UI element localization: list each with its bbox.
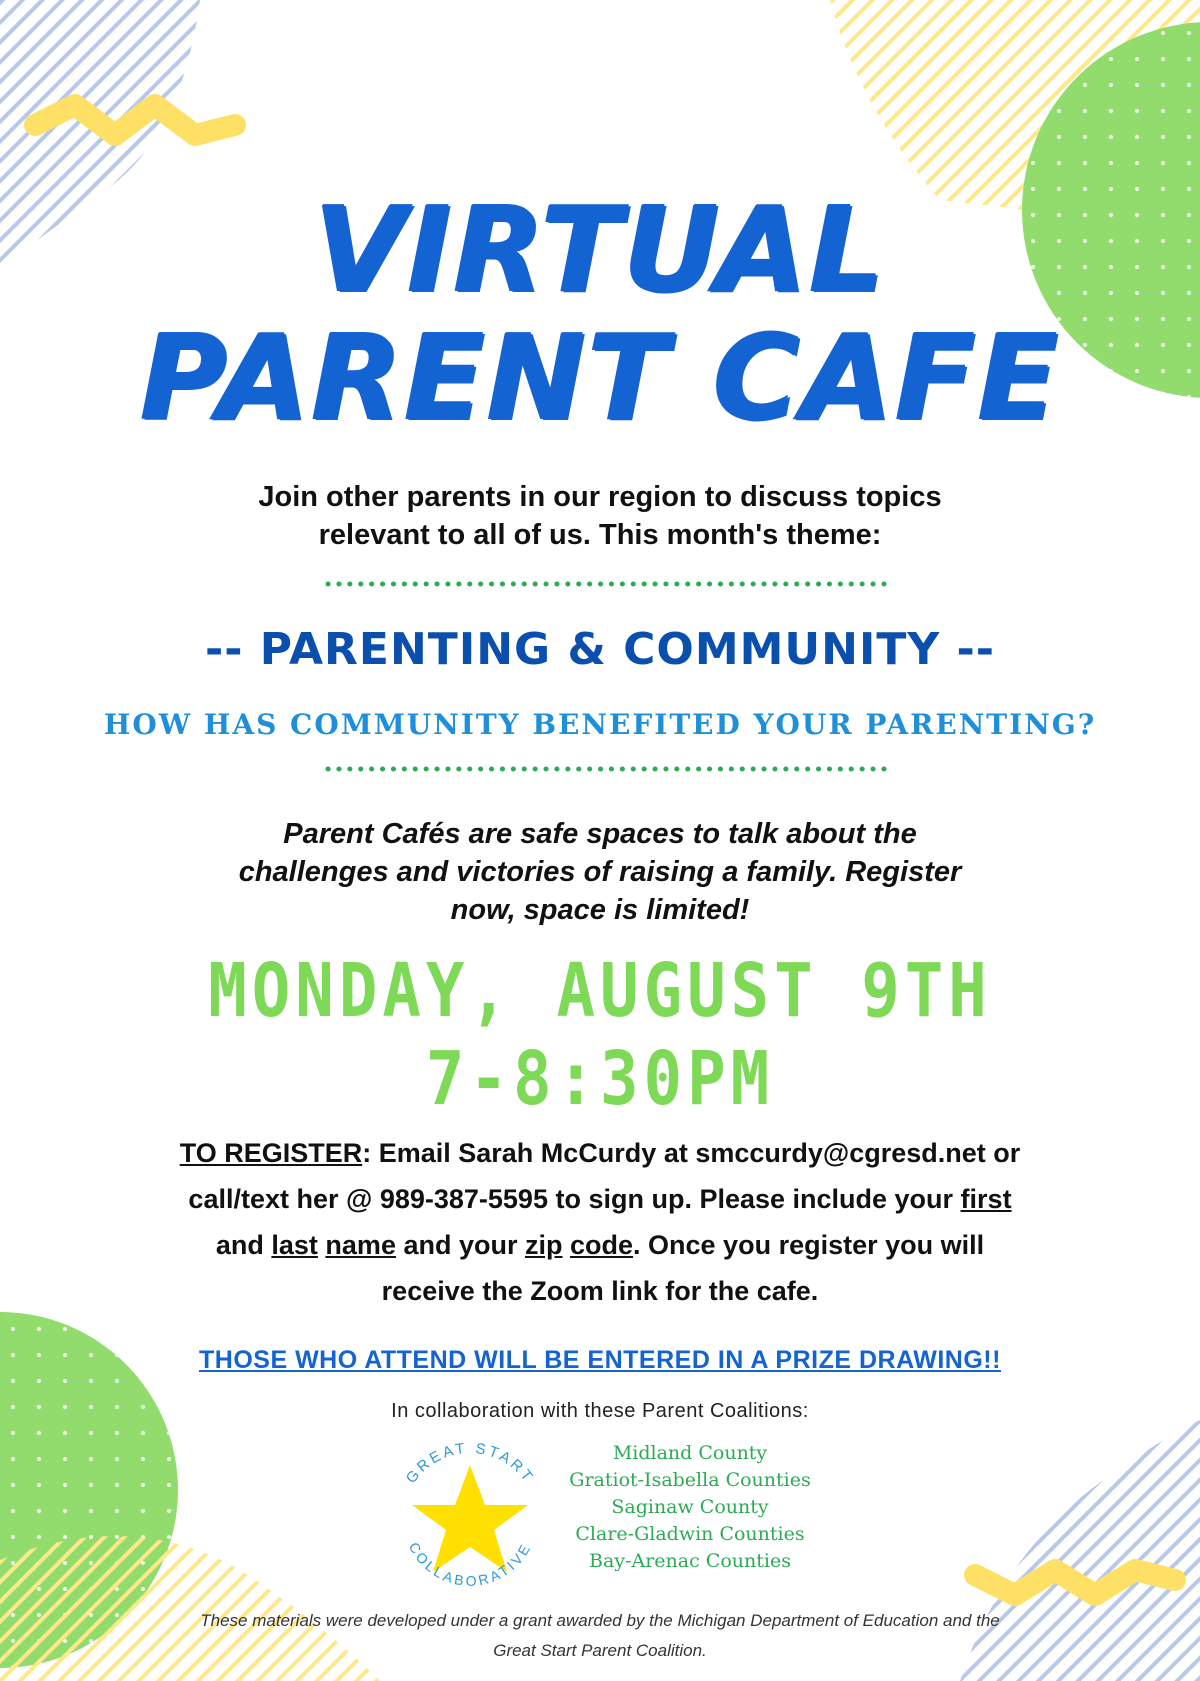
register-text-6: receive the Zoom link for the cafe. bbox=[381, 1276, 819, 1306]
title-line-1: VIRTUAL bbox=[313, 180, 887, 318]
description-line-1: Parent Cafés are safe spaces to talk about the bbox=[283, 818, 917, 850]
coalition-county-list bbox=[560, 1440, 820, 1575]
register-text-4: and your bbox=[395, 1230, 525, 1260]
county-item: Gratiot-Isabella Counties bbox=[569, 1469, 811, 1491]
intro-line-1: Join other parents in our region to discuss topics bbox=[258, 481, 942, 513]
svg-text:GREAT START: GREAT START bbox=[402, 1439, 538, 1487]
dotted-divider-bottom bbox=[324, 765, 890, 773]
register-label: TO REGISTER bbox=[179, 1138, 363, 1168]
grant-footer bbox=[0, 1606, 1200, 1666]
event-time: 7-8:30PM bbox=[425, 1037, 775, 1123]
register-text-3: and bbox=[215, 1230, 272, 1260]
zigzag-top-left bbox=[20, 85, 260, 155]
zigzag-bottom-right bbox=[960, 1545, 1200, 1615]
title-line-2: PARENT CAFE bbox=[140, 308, 1060, 446]
description bbox=[0, 815, 1200, 929]
registration-text bbox=[0, 1130, 1200, 1314]
intro-text bbox=[0, 478, 1200, 554]
register-zip: zip bbox=[524, 1230, 563, 1260]
event-date: MONDAY, AUGUST 9TH bbox=[208, 949, 992, 1035]
county-item: Midland County bbox=[612, 1442, 768, 1464]
theme-question: HOW HAS COMMUNITY BENEFITED YOUR PARENTING? bbox=[103, 708, 1097, 741]
dotted-divider-top bbox=[324, 580, 890, 588]
intro-line-2: relevant to all of us. This month's theme: bbox=[318, 519, 882, 551]
svg-text:COLLABORATIVE: COLLABORATIVE bbox=[405, 1539, 535, 1589]
county-item: Bay-Arenac Counties bbox=[589, 1550, 791, 1572]
description-line-3: now, space is limited! bbox=[450, 894, 750, 926]
county-item: Saginaw County bbox=[611, 1496, 769, 1518]
register-text-2: call/text her @ 989-387-5595 to sign up. Please include your bbox=[188, 1184, 961, 1214]
register-text-5: . Once you register you will bbox=[633, 1230, 985, 1260]
register-first: first bbox=[960, 1184, 1012, 1214]
prize-drawing-note: THOSE WHO ATTEND WILL BE ENTERED IN A PRIZE DRAWING!! bbox=[199, 1346, 1001, 1374]
collaboration-label: In collaboration with these Parent Coalitions: bbox=[391, 1400, 809, 1422]
register-code: code bbox=[570, 1230, 634, 1260]
county-item: Clare-Gladwin Counties bbox=[575, 1523, 805, 1545]
footer-line-2: Great Start Parent Coalition. bbox=[493, 1641, 707, 1660]
theme-heading: -- PARENTING & COMMUNITY -- bbox=[204, 624, 996, 675]
great-start-collaborative-logo bbox=[385, 1435, 555, 1605]
footer-line-1: These materials were developed under a grant awarded by the Michigan Department of Education and the bbox=[200, 1611, 1000, 1630]
description-line-2: challenges and victories of raising a family. Register bbox=[238, 856, 962, 888]
register-last: last bbox=[271, 1230, 318, 1260]
register-text-1: : Email Sarah McCurdy at smccurdy@cgresd.net or bbox=[362, 1138, 1021, 1168]
register-name: name bbox=[325, 1230, 396, 1260]
